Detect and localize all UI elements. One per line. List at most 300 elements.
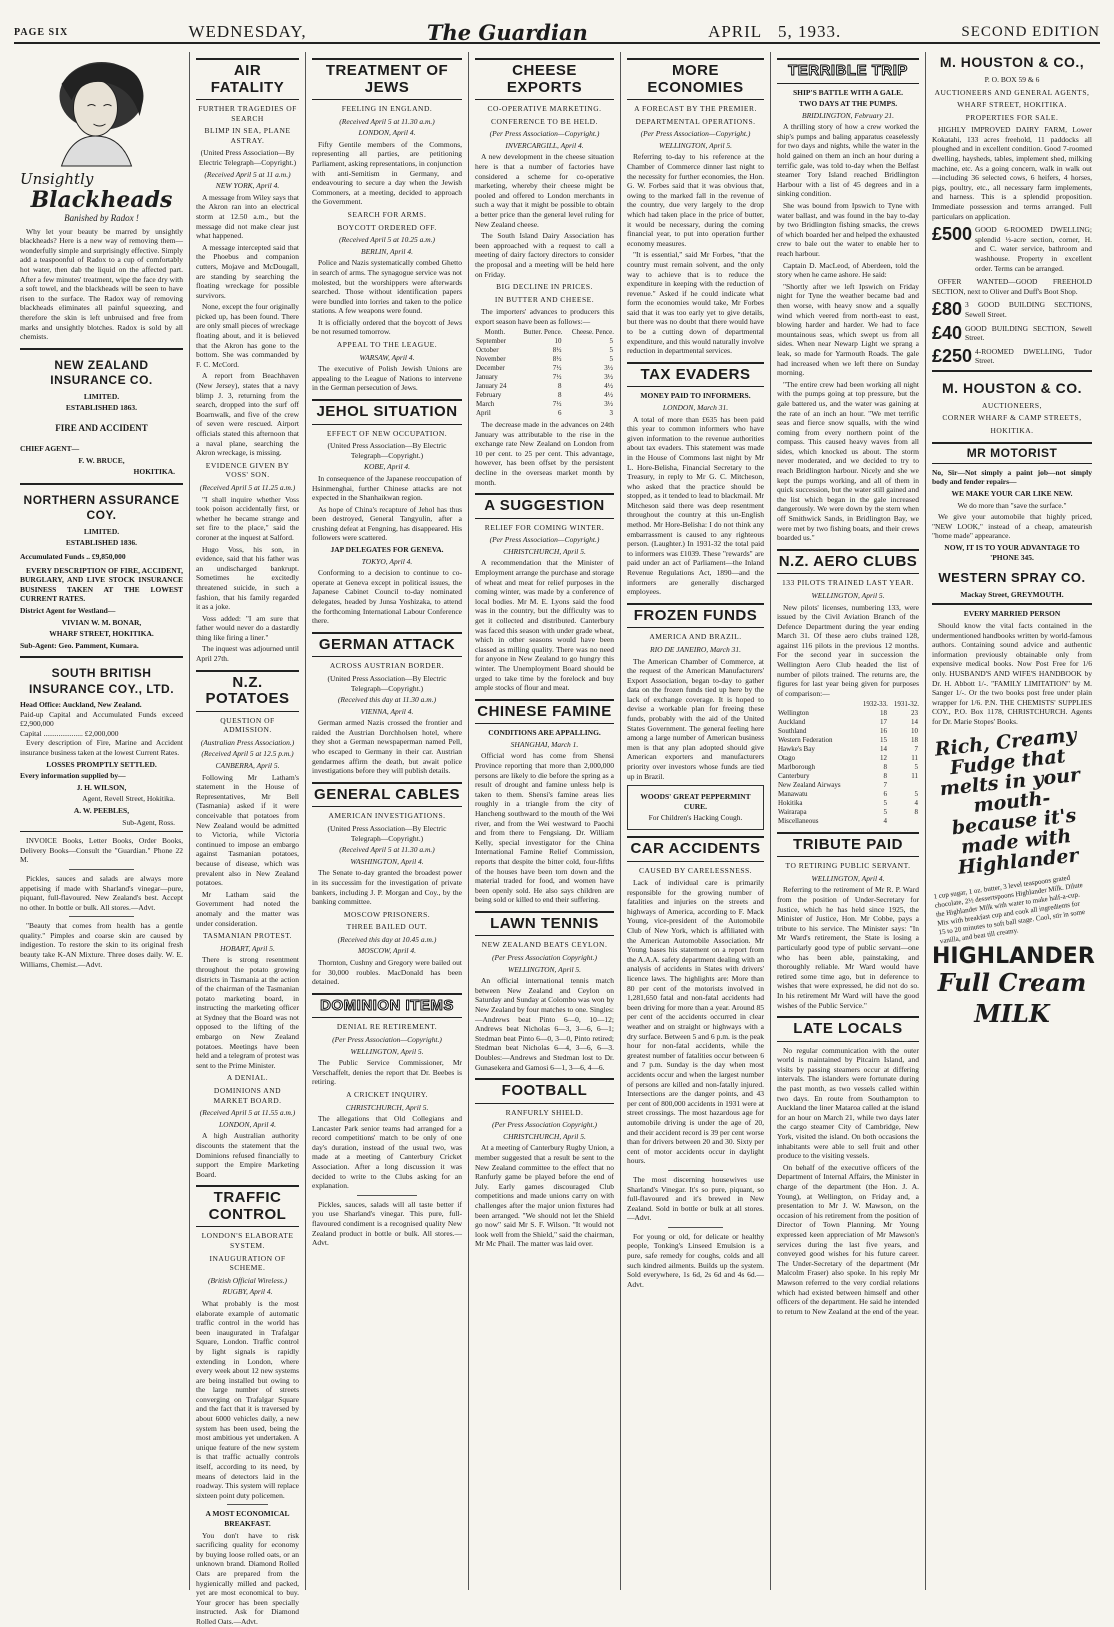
table-cell: October (476, 346, 499, 355)
subhead: DOMINIONS AND MARKET BOARD. (213, 1086, 282, 1105)
table-cell: 11 (911, 772, 918, 781)
western-spray-company: WESTERN SPRAY CO. (938, 570, 1086, 586)
subhead: A DENIAL. (226, 1073, 269, 1083)
dateline: WELLINGTON, April 4. (811, 873, 885, 883)
subhead: DEPARTMENTAL OPERATIONS. (635, 116, 756, 126)
subhead: RANFURLY SHIELD. (505, 1107, 584, 1117)
table-cell: 4½ (604, 391, 613, 400)
subhead: TASMANIAN PROTEST. (202, 931, 293, 941)
received-line: (Received April 5 at 11.25 a.m.) (199, 482, 296, 492)
dateline: INVERCARGILL, April 4. (505, 140, 584, 150)
dateline: WELLINGTON, April 5. (507, 964, 582, 974)
headline-tax-evaders: TAX EVADERS (627, 362, 764, 388)
houston-heading-2: M. HOUSTON & CO. (942, 379, 1082, 396)
subhead: BOYCOTT ORDERED OFF. (337, 222, 437, 232)
motorist-line: WE MAKE YOUR CAR LIKE NEW. (951, 489, 1073, 498)
houston-town: HOKITIKA. (990, 426, 1034, 436)
insurance-nz-limited: LIMITED. (83, 391, 120, 401)
table-cell: 7½ (552, 400, 562, 409)
masthead-date (708, 22, 841, 42)
headline-german-attack: GERMAN ATTACK (312, 632, 462, 658)
insurance-nz-agent: CHIEF AGENT— (20, 444, 80, 454)
table-cell: Otago (778, 754, 796, 763)
column-7 (926, 52, 1098, 1590)
article-paragraph: "It is essential," said Mr Forbes, "that the country must remain solvent, and the only way to achieve that is to reduce the expenditure in keeping with the reduction of revenue." Asked if he could indicate what form the economies would take, Mr Forbes said that it was too early yet to give details, but there was no doubt that there would have to be a cutting down of departmental expenditure, and this would naturally involve reduction in departmental services. (627, 250, 764, 356)
table-cell: 5 (609, 337, 613, 346)
headline-nz-potatoes: N.Z. POTATOES (196, 670, 299, 712)
dateline: WASHINGTON, April 4. (350, 856, 424, 866)
table-row (777, 763, 919, 772)
headline-air-fatality: AIR FATALITY (196, 58, 299, 100)
edition: SECOND EDITION (961, 23, 1100, 40)
table-cell: 8 (557, 382, 562, 391)
dateline: CHRISTCHURCH, April 5. (503, 546, 586, 556)
subhead: NEW ZEALAND BEATS CEYLON. (481, 940, 608, 950)
article-paragraph: Thornton, Cushny and Gregory were bailed out for 30,000 roubles. MacDonald has been detained. (312, 958, 462, 987)
article-paragraph: German armed Nazis crossed the frontier and raided the Austrian Dorchholsen hotel, where they shot a German newspaperman named Pell, who escaped to Germany in their car. Austrian gendarmes affirm the death, but await police investigations before they will publish details. (312, 718, 462, 776)
newspaper-title: The Guardian (426, 19, 588, 45)
subhead: FURTHER TRAGEDIES OF SEARCH (198, 104, 297, 123)
received-line: (Received April 5 at 11.30 a.m.) (339, 845, 435, 855)
houston-agents: AUCTIONEERS AND GENERAL AGENTS, (934, 87, 1090, 97)
table-cell: 5 (883, 807, 887, 816)
article-paragraph: The executive of Polish Jewish Unions are appealing to the League of Nations to intervene in the German persecution of Jews. (312, 364, 462, 393)
dateline: TOKYO, April 4. (361, 556, 413, 566)
ad-body: Why let your beauty be marred by unsightly blackheads? Here is a new way of removing them—wonderfully simple and surprisingly effective. Simply add a teaspoonful of Radox to a cup of comfortably hot water, then dab the liquid on the affected part. After a few minutes' treatment, wipe the face dry with a soft towel, and the blackheads will be seen to have risen to the surface. The Radox way of removing blackheads eliminates all painful squeezing, and therefore the skin is left unbruised and free from marks and unsightly blotches. Radox is sold by all chemists. (20, 226, 183, 342)
received-line: (Received April 5 at 10.25 a.m.) (338, 235, 436, 245)
table-cell: 18 (911, 736, 918, 745)
insurance-nz-established: ESTABLISHED 1863. (65, 403, 138, 413)
source-line: (Australian Press Association.) (200, 737, 295, 747)
peppermint-cure-sub: For Children's Hacking Cough. (648, 813, 743, 823)
table-cell: 11 (911, 754, 918, 763)
headline-treatment-of-jews: TREATMENT OF JEWS (312, 58, 462, 100)
headline-a-suggestion: A SUGGESTION (475, 493, 614, 519)
table-body (777, 709, 919, 825)
article-paragraph: "Shortly after we left Ipswich on Friday night for Tyne the weather became bad and then worse, with heavy snow and a squally wind which veered from north-east to east, blowing harder and harder. We had to face mountainous seas, which swept us from all sides. When near Newarp Light we sprang a leak, so made for Yarmouth Roads. The gale had increased when we left there on Sunday morning. (777, 281, 919, 378)
table-body (475, 337, 614, 418)
insurance-northern-name: NORTHERN ASSURANCE COY. (23, 493, 180, 523)
article-paragraph: The American Chamber of Commerce, at the request of the American Manufacturers' Export Association, began to-day to gather data on the frozen funds tied up here by the lack of exchange coverage. It is hoped to devise a workable plan for freeing these funds, probably with the aid of the United States Government. The general feeling here among a large number of American business men is that any plan adopted should give American exporters and manufacturers priority over investors whose funds are tied up in Brazil. (627, 656, 764, 781)
table-row (777, 745, 919, 754)
source-line: (United Press Association—By Electric Telegraph—Copyright.) (327, 673, 447, 693)
dateline: WELLINGTON, April 5. (350, 1046, 424, 1056)
article-paragraph: Hugo Voss, his son, in evidence, said that his father was an undischarged bankrupt. Sometimes he excitedly threatened suicide, in such a fashion, that his family regarded it as a joke. (196, 544, 299, 612)
table-row (475, 391, 614, 400)
source-line: (Per Press Association Copyright.) (492, 1120, 597, 1130)
table-cell: Auckland (778, 718, 806, 727)
table-cell: 14 (879, 745, 887, 754)
article-paragraph: A recommendation that the Minister of Employment arrange the purchase and storage of wheat and meat for relief purposes in the coming winter, was made by a conference of local bodies. Mr M. E. Lyons said the food was in the country, but the difficulty was to get it collected and distributed. Canterbury was faced this season with under grade wheat, which in other seasons would have been classed as milling quality. There was no need for anyone in New Zealand to go hungry this winter. The Unemployment Board should be urged to take time by the forelock and buy ample stocks of flour and meat. (475, 558, 614, 693)
table-cell: September (476, 337, 506, 346)
table-cell: Western Federation (778, 736, 833, 745)
headline-football: FOOTBALL (475, 1078, 614, 1104)
table-cell: February (476, 391, 502, 400)
table-row (777, 808, 919, 817)
subhead: LONDON'S ELABORATE SYSTEM. (201, 1231, 294, 1250)
subhead: MONEY PAID TO INFORMERS. (640, 391, 751, 401)
table-cell: 5 (609, 346, 613, 355)
married-person-heading: EVERY MARRIED PERSON (963, 609, 1061, 619)
article-paragraph: Voss added: "I am sure that father would never do a dastardly thing like firing a liner." (196, 613, 299, 642)
subhead: EVIDENCE GIVEN BY VOSS' SON. (205, 460, 290, 480)
headline-lawn-tennis: LAWN TENNIS (475, 911, 614, 937)
received-line: (Received April 5 at 12.5 p.m.) (201, 749, 294, 759)
subhead: MOSCOW PRISONERS. (343, 909, 431, 919)
motorist-line: We give your automobile that highly priced, "NEW LOOK," instead of a cheap, amateurish "home made" appearance. (932, 512, 1092, 541)
insurance-northern-agent-address: WHARF STREET, HOKITIKA. (49, 629, 154, 639)
insurance-south-british-losses: LOSSES PROMPTLY SETTLED. (46, 759, 157, 769)
headline-car-accidents: CAR ACCIDENTS (627, 836, 764, 862)
article-paragraph: Referring to-day to his reference at the Chamber of Commerce dinner last night to the necessity for further economies, the Hon. G. W. Forbes said that it was obvious that, owing to the marked fall in the revenue of the country, due very largely to the drop which had taken place in the price of butter, it would be necessary, during the coming financial year, to put into operation further economy measures. (627, 152, 764, 248)
insurance-south-british-capital-1: Paid-up Capital and Accumulated Funds exceed £2,900,000 (20, 709, 183, 729)
subhead: THREE BAILED OUT. (346, 922, 428, 932)
property-price: £250 (932, 345, 973, 366)
dateline: BERLIN, April 4. (361, 246, 413, 256)
column-3 (306, 52, 469, 1590)
subhead: BLIMP IN SEA, PLANE ASTRAY. (204, 126, 291, 145)
article-paragraph: The Public Service Commissioner, Mr Verschaffelt, denies the report that Dr. Beebes is retiring. (312, 1058, 462, 1087)
table-row (777, 736, 919, 745)
motorist-line: No, Sir—Not simply a paint job—not simply body and fender repairs— (932, 467, 1092, 487)
dateline: NEW YORK, April 4. (215, 181, 280, 191)
insurance-south-british-agent-1: J. H. WILSON, (76, 782, 127, 792)
table-cell: 8 (914, 807, 918, 816)
received-line: (Received this day at 10.45 a.m.) (337, 934, 437, 944)
page-number: PAGE SIX (14, 26, 69, 38)
article-paragraph: Mr Latham said the Government had noted the anomaly and the matter was under consideration. (196, 889, 299, 928)
source-line: (United Press Association—By Electric Telegraph—Copyright.) (327, 823, 447, 843)
table-cell: Southland (778, 727, 807, 736)
dateline: VIENNA, April 4. (360, 706, 414, 716)
motorist-line: We do more than "save the surface." (957, 500, 1067, 510)
table-cell: 3½ (604, 364, 613, 373)
subhead: EFFECT OF NEW OCCUPATION. (326, 428, 448, 438)
insurance-nz-agent-name: F. W. BRUCE, (78, 455, 125, 465)
table-row (777, 754, 919, 763)
article-paragraph: A message from Wiley says that the Akron ran into an electrical storm at 12.50 a.m., but the message did not make clear just what happened. (196, 192, 299, 241)
table-cell: 5 (914, 763, 918, 772)
article-paragraph: Fifty Gentile members of the Commons, representing all parties, are petitioning Parliament, asking representations, in conjunction with anti-Semitism in Germany, and endeavouring to secure a day when the Jewish Commoners, at a meeting, decided to approach the Government. (312, 139, 462, 207)
dateline: CANBERRA, April 5. (215, 761, 280, 771)
property-listing: HIGHLY IMPROVED DAIRY FARM, Lower Kokatahi, 133 acres freehold, 11 paddocks all ploughed and in excellent condition. Good 7-roomed dwelling, haysheds, tables, implement shed, milking machine, etc. As a going concern, walk in walk out—including 36 selected cows, 6 heifers, 4 horses, pigs, poultry, etc., all necessary farm implements, and harness. This is a splendid proposition. Immediate possession and terms arranged. Full particulars on application. (932, 125, 1092, 221)
article-paragraph: No regular communication with the outer world is maintained by Pitcairn Island, and visits by passing steamers occur at differing intervals. The islanders were fortunate during the past month, as two vessels called within two days. En route from Southampton to Auckland the liner Mataroa called at the island for an hour on March 21, while two days later the cargo steamer City of Cambridge, New York, visited the island. On both occasions the inhabitants were able to sell fruit and other produce to the visiting vessels. (777, 1045, 919, 1161)
motorist-line: NOW, IT IS TO YOUR ADVANTAGE TO 'PHONE 345. (944, 542, 1080, 562)
dateline: LONDON, April 4. (219, 1119, 276, 1129)
article-paragraph: A message intercepted said that the Phoebus and companion cutters, Mojave and McDougall, are standing by searching the floating wreckage for possible survivors. (196, 242, 299, 300)
article-paragraph: The importers' advances to producers this export season have been as follows:— (475, 307, 614, 326)
received-line: (Received April 5 at 11.55 a.m.) (199, 1108, 296, 1118)
property-listing (932, 225, 1092, 273)
headline-more-economies: MORE ECONOMIES (627, 58, 764, 100)
table-row (777, 727, 919, 736)
insurance-nz-name: NEW ZEALAND INSURANCE CO. (50, 357, 153, 388)
table-cell (888, 781, 919, 790)
table-cell: 4 (914, 798, 918, 807)
table-cell: 3 (609, 409, 613, 418)
column-1 (14, 52, 190, 1590)
column-5 (621, 52, 771, 1590)
fudge-recipe: 1 cup sugar, 1 oz. butter, 3 level teaspoons grated chocolate, 2½ dessertspoons Highlander Milk. Dilute the Highlander Milk with water to make half-a-cup. Mix with breakfast cup and cook all ingredients for 15 to 20 minutes to soft ball stage. Cool, stir in some vanilla, and beat till creamy. (933, 873, 1086, 946)
headline-chinese-famine: CHINESE FAMINE (475, 699, 614, 725)
table-cell: Miscellaneous (778, 816, 819, 825)
source-line: (Per Press Association—Copyright.) (489, 535, 600, 545)
article-paragraph: New pilots' licenses, numbering 133, were issued by the Civil Aviation Branch of the Defence Department during the year ending March 31. Of these aero clubs trained 128, against 116 pilots in the previous 12 months. For the second year in succession the Wellington Aero Club headed the list of number of pilots trained. The returns are, the figures for last year being given for purposes of comparison:— (777, 602, 919, 698)
article-paragraph: The allegations that Old Collegians and Lancaster Park senior teams had arranged for a record competitions' match to be only of one day's duration, instead of the usual two, was made at a meeting of Canterbury Cricket Association. After a long discussion it was decided to write to the Clubs asking for an explanation. (312, 1114, 462, 1191)
portrait-icon (20, 56, 183, 166)
subhead: QUESTION OF ADMISSION. (220, 715, 275, 735)
invoice-books-ad: INVOICE Books, Letter Books, Order Books, Delivery Books—Consult the "Guardian." Phone 22 M. (20, 836, 183, 865)
table-cell: 8 (557, 391, 562, 400)
insurance-northern-body: EVERY DESCRIPTION OF FIRE, ACCIDENT, BURGLARY, AND LIVE STOCK INSURANCE BUSINESS TAKEN AT THE LOWEST CURRENT RATES. (20, 565, 183, 604)
property-description: 3 GOOD BUILDING SECTIONS, Sewell Street. (965, 300, 1092, 319)
ad-tagline: Banished by Radox ! (64, 213, 139, 224)
article-paragraph: As hope of China's recapture of Jehol has thus been destroyed, General Tangyulin, after a crushing defeat at Fengning, has disappeared. His followers were scattered. (312, 504, 462, 543)
subhead: BIG DECLINE IN PRICES. (496, 282, 593, 292)
table-cell: April (476, 409, 491, 418)
table-header-cell: 1931-32. (893, 700, 919, 709)
table-cell: 6 (883, 789, 887, 798)
vinegar-ad: The most discerning housewives use Sharland's Vinegar. It's so pure, piquant, so full-flavoured and it's brewed in New Zealand. Sold in bottle or bulk at all stores.—Advt. (627, 1174, 764, 1223)
article-paragraph: The South Island Dairy Association has been approached with a request to call a meeting of dairy factory directors to consider the proposal and a meeting will be held here on Friday. (475, 231, 614, 279)
table-cell (888, 817, 919, 826)
headline-tribute-paid: TRIBUTE PAID (777, 832, 919, 858)
subhead: RELIEF FOR COMING WINTER. (484, 522, 605, 532)
article-paragraph: A thrilling story of how a crew worked the ship's pumps and baling apparatus ceaselessly for two days and nights, while the water in the hold gained on them an inch an hour during a terrific gale, was told to-day when the Belfast steamer Tory Island reached Bridlington Harbour with a list of 45 degrees and in a sinking condition. (777, 122, 919, 199)
article-paragraph: A high Australian authority discounts the statement that the Dominions refused financially to support the Empire Marketing Board. (196, 1131, 299, 1179)
subhead: ACROSS AUSTRIAN BORDER. (329, 661, 445, 671)
table-cell: 10 (911, 727, 918, 736)
breakfast-ad-headline: A MOST ECONOMICAL BREAKFAST. (205, 1509, 290, 1528)
article-paragraph: Referring to the retirement of Mr R. P. Ward from the position of Under-Secretary for Justice, which he has held since 1925, the Minister of Justice, Hon. Mr Cobbe, pays a tribute to his service. The Minister says: "In Mr Ward's retirement, the State is losing a particularly good type of public servant—one who has been able, painstaking, and thoroughly reliable. Mr Ward would have retired some time ago, but in deference to wishes that were expressed, he did not do so. In his retirement Mr Ward will have the good wishes of the Public Service." (777, 885, 919, 1010)
table-cell: 4½ (604, 382, 613, 391)
article-paragraph: What probably is the most elaborate example of automatic traffic control in the world has been inaugurated in Trafalgar Square, London. Traffic control by light signals is rapidly extending in London, where every week about 12 new systems are being installed but owing to the large number of streets converging on Trafalgar Square and the fact that it is traversed by about 6000 vehicles daily, a new system has been used, being the most ambitious yet undertaken. A unique feature of the new system is that traffic actually controls itself, according to its need, by means of detectors laid in the roadway. This system will replace sixteen point duty policemen. (196, 1298, 299, 1500)
table-cell: 8½ (552, 346, 562, 355)
article-paragraph: It is officially ordered that the boycott of Jews be not resumed tomorrow. (312, 317, 462, 337)
table-cell: 4 (883, 816, 887, 825)
received-line: (Received April 5 at 11 a.m.) (204, 169, 291, 179)
day-year: 5, 1933. (777, 22, 842, 41)
table-row (777, 799, 919, 808)
ad-headline-big: Blackheads (30, 187, 173, 214)
houston-address: WHARF STREET, HOKITIKA. (957, 100, 1067, 110)
table-row (777, 709, 919, 718)
insurance-northern-subagent: Sub-Agent: Geo. Pamment, Kumara. (20, 640, 139, 650)
table-cell: 3½ (604, 400, 613, 409)
table-cell: 14 (911, 718, 918, 727)
article-paragraph: A new development in the cheese situation here is that a number of factories have considered a scheme for co-operative marketing, whereby their cheese might be pooled and offered to London merchants in such a way that it might be possible to obtain a better price than the general level ruling for New Zealand cheese. (475, 152, 614, 229)
source-line: (Per Press Association Copyright.) (492, 953, 597, 963)
table-cell: 7½ (552, 373, 562, 382)
article-paragraph: The Senate to-day granted the broadest power in its successim for the investigation of private bankers, including J. P. Morgan and Coy., by the banking committee. (312, 868, 462, 907)
table-cell: Wellington (778, 709, 809, 718)
table-cell: January (476, 373, 498, 382)
subhead: IN BUTTER AND CHEESE. (494, 294, 595, 304)
source-line: (British Official Wireless.) (207, 1275, 288, 1285)
subhead: APPEAL TO THE LEAGUE. (336, 340, 438, 350)
subhead: CONDITIONS ARE APPALLING. (488, 728, 601, 738)
month: APRIL (708, 22, 763, 41)
insurance-northern-agent: District Agent for Westland— (20, 605, 116, 615)
dateline: MOSCOW, April 4. (358, 946, 416, 956)
table-row (475, 346, 614, 355)
subhead: FEELING IN ENGLAND. (341, 104, 433, 113)
houston-po-box: P. O. BOX 59 & 6 (984, 74, 1040, 84)
dateline: CHRISTCHURCH, April 5. (345, 1102, 429, 1112)
headline-dominion-items: DOMINION ITEMS (312, 993, 462, 1019)
dateline: KOBE, April 4. (363, 462, 411, 472)
dateline: LONDON, March 31. (662, 402, 729, 412)
insurance-south-british-agent-1-role: Agent, Revell Street, Hokitika. (82, 794, 175, 804)
source-line: (Per Press Association—Copyright.) (332, 1034, 442, 1044)
article-paragraph: "The entire crew had been working all night with the pumps going at top pressure, but the gale battered us, and the water was gaining at the rate of an inch an hour. "We met terrific seas and fierce snow squalls, with the wind coming from every northern point of the compass. This caused heavy waves from all sides, which knocked us about. The storm never moderated, and we decided to try to reach Bridlington harbour. Nicely and she we kept the pumps working, and all of them in quick succession, but the water still gained and the list which began in the gale increased dangerously. We were down by the stern when off Smithwick Sands, in Bridlington Bay, we were met by two fishing boats, and their crews boarded us." (777, 379, 919, 543)
table-row (475, 382, 614, 391)
article-paragraph: There is strong resentment throughout the potato growing districts in Tasmania at the action of the chairman of the Tasmanian potato marketing board, in instructing the marketing officer at Sydney that the Board was not opposed to the lifting of the embargo on New Zealand potatoes. Meetings have been held and a telegram of protest was sent to the Prime Minister. (196, 955, 299, 1070)
subhead: TWO DAYS AT THE PUMPS. (798, 99, 898, 109)
column-4 (469, 52, 621, 1590)
table-cell: Canterbury (778, 772, 810, 781)
dateline: BRIDLINGTON, February 21. (802, 110, 894, 120)
article-paragraph: The decrease made in the advances on 24th January was attributable to the rise in the exchange rate New Zealand on London from 10 per cent. to 25 per cent. This advantage, however, has been offset by the persistent decline in the overseas market month by month. (475, 420, 614, 487)
article-paragraph: Police and Nazis systematically combed Ghetto in search of arms. The synagogue service was not molested, but the worshippers were afterwards searched. Those without identification papers were bundled into lorries and taken to the police stations. A few weapons were found. (312, 258, 462, 316)
pickles-ad: Pickles, sauces and salads are always more appetising if made with Sharland's vinegar—pure, piquant, full-flavoured. New Zealand's best. Accept no other. In bottle or bulk. All stores.—Advt. (20, 873, 183, 912)
table-cell: December (476, 364, 505, 373)
column-6 (771, 52, 926, 1590)
source-line: (United Press Association—By Electric Telegraph—Copyright.) (327, 441, 447, 460)
table-row (777, 718, 919, 727)
pickles-ad: Pickles, sauces, salads will all taste better if you use Sharland's vinegar. This pure, full-flavoured condiment is a recognised quality New Zealand product in bottle or bulk. All stores.—Advt. (312, 1199, 462, 1248)
table-row (475, 409, 614, 418)
headline-jehol-situation: JEHOL SITUATION (312, 399, 462, 425)
insurance-northern-funds: Accumulated Funds .. £9,850,000 (20, 551, 126, 561)
table-row (475, 400, 614, 409)
insurance-south-british-agent-2-role: Sub-Agent, Ross. (122, 817, 175, 827)
article-paragraph: Lack of individual care is primarily responsible for the growing number of fatalities and injuries on the streets and highways of America, according to F. Mack Young, vice-president of the Automobile Club of New York, which is affiliated with the American Automobile Association. Mr Young bases his statement on a report from the A.A.A. safety department dealing with an analysis of accidents in States with drivers' licence laws. The highlights are: More than 80 per cent of the motorists involved in 1,281,650 fatal and non-fatal accidents had been driving for more than a year. Around 85 per cent of the accidents occurred in clear weather and on straight or highways with a dry surface. Between 5 and 6 p.m. is the peak hour for non-fatal accidents, while the greatest number of fatalities occur between 6 and 7 p.m. Sunday is the day when most accidents occur and when the largest number of persons are killed and non-fatally injured. Intersections are the danger points, and 43 per cent of 800,000 accidents in 1931 were at street crossings. The most hazardous age for automobile driving is under the age of 20, and their accident record is 39 per cent worse than for drivers between 20 and 30. Sixty per cent of motor accidents occur in daylight hours. (627, 878, 764, 1166)
dateline: RIO DE JANEIRO, March 31. (650, 644, 741, 654)
table-cell: 8½ (552, 355, 562, 364)
subhead: TO RETIRING PUBLIC SERVANT. (785, 861, 911, 871)
article-paragraph: The inquest was adjourned until April 27th. (196, 644, 299, 664)
headline-late-locals: LATE LOCALS (777, 1016, 919, 1042)
table-row (777, 817, 919, 826)
table-cell: 17 (879, 718, 887, 727)
headline-frozen-funds: FROZEN FUNDS (627, 603, 764, 629)
article-paragraph: In consequence of the Japanese reoccupation of Hsinmenghai, further Chinese attacks are not expected in the Shanhaikwan region. (312, 473, 462, 503)
dateline: HOBART, April 5. (220, 943, 275, 953)
table-row (475, 364, 614, 373)
table-header (777, 700, 919, 709)
headline-nz-aero-clubs: N.Z. AERO CLUBS (777, 549, 919, 575)
source-line: (Per Press Association—Copyright.) (640, 129, 751, 139)
table-cell: 8 (883, 772, 887, 781)
headline-cheese-exports: CHEESE EXPORTS (475, 58, 614, 100)
insurance-northern-limited: LIMITED. (83, 526, 120, 536)
table-cell: Manawatu (778, 789, 808, 798)
table-cell: 5 (883, 798, 887, 807)
table-cell: March (476, 400, 495, 409)
pilots-trained-table (777, 700, 919, 825)
insurance-south-british-office: Head Office: Auckland, New Zealand. (20, 700, 142, 709)
table-row (475, 373, 614, 382)
table-cell: Marlborough (778, 763, 815, 772)
highlander-fudge-ad (932, 723, 1095, 1030)
fudge-slogan: Rich, Creamy Fudge that melts in your mouth-because it's made with Highlander (933, 723, 1081, 879)
article-paragraph: None, except the four originally picked up, has been found. There are only small pieces of wreckage floating about, and it is believed that the Akron has gone to the bottom. She was commanded by F. C. McCord. (196, 302, 299, 369)
article-paragraph: A report from Beachhaven (New Jersey), states that a navy blimp J. 3, returning from the search, dropped into the surf off Boarnwalk, and five of the crew of seven were rescued. Airport officials stated this afternoon that a naval plane, searching the Akron wreckage, is missing. (196, 371, 299, 458)
subhead: A CRICKET INQUIRY. (346, 1089, 428, 1099)
article-paragraph: Captain D. MacLeod, of Aberdeen, told the story when he came ashore. He said: (777, 260, 919, 280)
page-columns (14, 52, 1100, 1626)
full-cream-milk: Full Cream MILK (937, 967, 1087, 1028)
property-description: GOOD 6-ROOMED DWELLING; splendid ½-acre section, corner, H. and C. water service, bathroom and washhouse. Property in excellent order. Terms can be arranged. (975, 225, 1092, 273)
property-price: £80 (932, 299, 963, 320)
table-cell: 8 (883, 763, 887, 772)
table-cell: 23 (911, 709, 918, 718)
properties-for-sale: PROPERTIES FOR SALE. (965, 112, 1059, 122)
table-cell: 16 (879, 727, 887, 736)
headline-terrible-trip: TERRIBLE TRIP (777, 58, 919, 84)
breakfast-ad-body: You don't have to risk sacrificing quality for economy by buying loose rolled oats, or an unknown brand. Diamond Rolled Oats are prepared from the hygienically milled and packed, yet are most economical to buy. Your grocer has been specially instructed. Ask for Diamond Rolled Oats.—Advt. (196, 1530, 299, 1626)
insurance-northern-established: ESTABLISHED 1836. (65, 538, 138, 548)
table-cell: 10 (554, 337, 562, 346)
property-description: 4-ROOMED DWELLING, Tudor Street. (975, 346, 1092, 366)
property-listing (932, 324, 1092, 343)
subhead: AMERICAN INVESTIGATIONS. (328, 811, 446, 821)
table-cell: 18 (879, 709, 887, 718)
subhead: JAP DELEGATES FOR GENEVA. (330, 545, 444, 555)
headline-general-cables: GENERAL CABLES (312, 782, 462, 808)
table-cell: November (476, 355, 506, 364)
property-description: GOOD BUILDING SECTION, Sewell Street. (965, 323, 1092, 343)
highlander-brand: HIGHLANDER (932, 943, 1095, 969)
table-cell: New Zealand Airways (778, 781, 841, 790)
table-cell: 7 (883, 781, 887, 790)
property-price: £500 (932, 224, 973, 245)
insurance-south-british-name: SOUTH BRITISH INSURANCE COY., LTD. (28, 666, 175, 696)
article-paragraph: On behalf of the executive officers of the Department of Internal Affairs, the Minister in charge of the department (the Hon. J. A. Young), at Wellington, on Friday and, a presentation to Mr J. W. Mawson, on the occasion of his retirement from the position of Director of Town Planning. Mr Young expressed keen appreciation of Mr Mawson's services during the last five years, and conveyed good wishes for his future career. The Under-Secretary of the department (Mr Malcolm Fraser) also spoke. In his reply Mr Mawson referred to the very cordial relations which had existed between himself and other officers of the department. He said he intended to return to New Zealand at the end of the year. (777, 1162, 919, 1316)
table-row (475, 337, 614, 346)
subhead: SEARCH FOR ARMS. (347, 209, 427, 219)
property-listing (932, 300, 1092, 319)
table-cell: 12 (879, 754, 887, 763)
headline-mr-motorist: MR MOTORIST (932, 442, 1092, 464)
table-header-cell: Month. (484, 328, 506, 337)
insurance-south-british-capital-2: Capital ..................... £2,000,000 (20, 728, 119, 738)
table-cell: 3½ (604, 373, 613, 382)
table-cell: 6 (557, 409, 562, 418)
western-spray-address: Mackay Street, GREYMOUTH. (960, 589, 1064, 599)
insurance-south-british-body: Every description of Fire, Marine and Accident insurance business taken at the lowest Current Rates. (20, 738, 183, 757)
table-header (475, 328, 614, 337)
houston-heading: M. HOUSTON & CO., (939, 54, 1085, 70)
article-paragraph: Conforming to a decision to continue to co-operate at Geneva except in political issues, the Japanese Cabinet Council to-day nominated delegates, headed by Junsa Yoshizaka, to attend the forthcoming International Labour Conference there. (312, 568, 462, 626)
subhead: INAUGURATION OF SCHEME. (209, 1253, 286, 1273)
houston-auctioneers: AUCTIONEERS, (982, 400, 1042, 410)
table-cell: 15 (879, 736, 887, 745)
table-header-cell: 1932-33. (862, 700, 888, 709)
table-cell: 7 (914, 745, 918, 754)
woman-portrait-illustration (20, 56, 183, 166)
insurance-south-british-info: Every information supplied by— (20, 771, 126, 781)
dateline: LONDON, April 4. (358, 128, 416, 138)
insurance-nz-line: FIRE AND ACCIDENT (55, 422, 148, 433)
source-line: (United Press Association—By Electric Telegraph—Copyright.) (198, 148, 297, 167)
dateline: WELLINGTON, April 5. (811, 590, 885, 600)
married-person-body: Should know the vital facts contained in the undermentioned handbooks written by world-famous authors. Containing sound advice and authentic information previously obtainable only from expensive medical books. Now Post Free for 1/6 only. HUSBAND'S AND WIFE'S HANDBOOK by Dr. H. Abbott 1/-. "FAMILY LIMITATION" by M. Sanger 1/-. Or the two books post free under plain wrapper for 1/6. P.N. THE CHEMISTS' SUPPLIES COY., P.O. Box 1178, CHRISTCHURCH. Agents for Dr. Marie Stopes' Books. (932, 620, 1092, 726)
insurance-south-british-agent-2: A. W. PEEBLES, (73, 805, 130, 815)
column-2 (190, 52, 306, 1626)
table-row (777, 772, 919, 781)
